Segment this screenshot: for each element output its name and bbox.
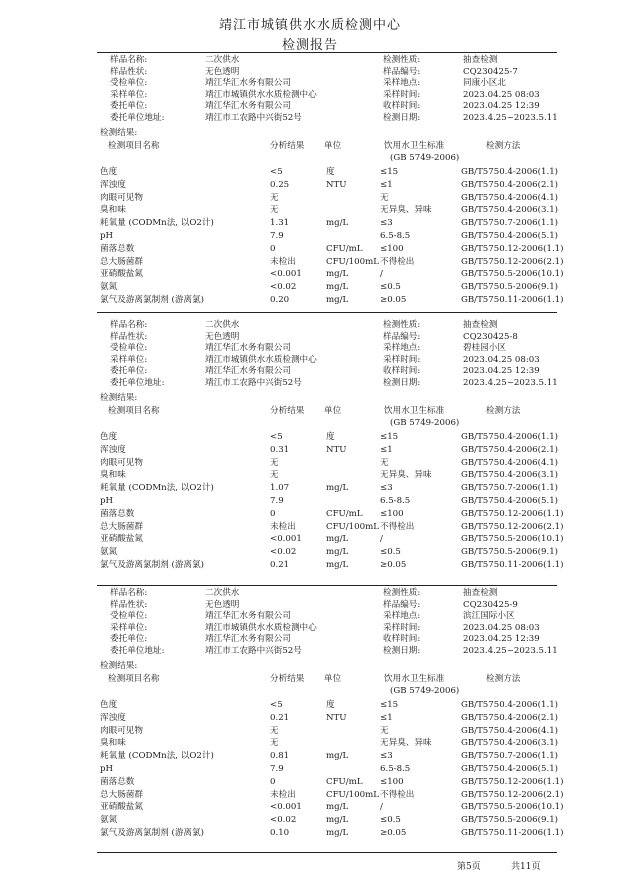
result-value: <0.02: [270, 547, 297, 558]
item-name: 总大肠菌群: [100, 256, 143, 267]
page-total: 共11页: [511, 862, 541, 872]
standard-limit: 6.5-8.5: [380, 231, 411, 241]
column-header: (GB 5749-2006): [390, 686, 460, 696]
test-method: GB/T5750.4-2006(2.1): [461, 712, 559, 723]
unit: NTU: [326, 712, 347, 723]
test-method: GB/T5750.12-2006(1.1): [461, 776, 564, 787]
column-header: (GB 5749-2006): [390, 153, 460, 163]
info-label: 样品性状:: [110, 331, 148, 342]
standard-limit: ≤15: [380, 167, 399, 177]
unit: CFU/mL: [326, 243, 363, 254]
info-value: 靖江华汇水务有限公司: [205, 101, 291, 112]
result-value: <5: [270, 167, 283, 177]
standard-limit: /: [380, 269, 383, 280]
standard-limit: ≤1: [380, 444, 393, 455]
test-method: GB/T5750.4-2006(4.1): [461, 192, 559, 203]
result-value: 无: [270, 205, 279, 216]
item-name: 菌落总数: [100, 776, 135, 787]
info-label: 受检单位:: [110, 78, 148, 89]
standard-limit: 不得检出: [380, 256, 415, 267]
standard-limit: ≥0.05: [380, 295, 407, 305]
standard-limit: ≥0.05: [380, 560, 407, 570]
item-name: 耗氧量 (CODMn法, 以O2计): [100, 751, 214, 762]
item-name: 臭和味: [100, 738, 126, 749]
test-method: GB/T5750.4-2006(2.1): [461, 179, 559, 190]
test-method: GB/T5750.11-2006(1.1): [461, 560, 564, 570]
result-value: <0.001: [270, 534, 302, 545]
info-label: 采样时间:: [383, 354, 421, 365]
item-name: 肉眼可见物: [100, 192, 143, 203]
test-method: GB/T5750.4-2006(3.1): [461, 738, 559, 749]
standard-limit: 无: [380, 725, 389, 736]
unit: 度: [326, 167, 335, 177]
item-name: 亚硝酸盐氮: [100, 802, 143, 813]
result-value: 0: [270, 508, 276, 519]
result-value: 0.21: [270, 712, 290, 723]
info-label: 采样地点:: [383, 611, 421, 622]
column-header: 分析结果: [270, 674, 305, 684]
test-method: GB/T5750.4-2006(1.1): [461, 432, 559, 442]
standard-limit: ≤3: [380, 218, 393, 229]
unit: mg/L: [326, 751, 349, 762]
info-value: 二次供水: [205, 320, 240, 330]
standard-limit: ≤0.5: [380, 547, 401, 558]
unit: CFU/mL: [326, 776, 363, 787]
unit: NTU: [326, 444, 347, 455]
result-value: 0.21: [270, 560, 290, 570]
item-name: 氨氮: [100, 815, 118, 826]
result-value: 1.31: [270, 218, 290, 229]
info-label: 收样时间:: [383, 101, 421, 112]
info-label: 检测日期:: [383, 646, 421, 656]
item-name: 臭和味: [100, 470, 126, 481]
result-value: <0.001: [270, 269, 302, 280]
standard-limit: 无: [380, 192, 389, 203]
unit: CFU/mL: [326, 508, 363, 519]
standard-limit: ≤100: [380, 243, 404, 254]
info-value: 靖江市城镇供水水质检测中心: [205, 89, 317, 100]
result-value: 7.9: [270, 496, 284, 506]
test-method: GB/T5750.5-2006(9.1): [461, 282, 559, 293]
test-method: GB/T5750.12-2006(1.1): [461, 243, 564, 254]
column-header: 饮用水卫生标准: [384, 141, 445, 151]
info-value: 无色透明: [205, 331, 240, 342]
unit: mg/L: [326, 282, 349, 293]
info-label: 样品性状:: [110, 66, 148, 77]
item-name: 菌落总数: [100, 508, 135, 519]
column-header: 分析结果: [270, 406, 305, 416]
info-value: 2023.04.25 12:39: [463, 634, 540, 645]
column-header: 分析结果: [270, 141, 305, 151]
info-label: 采样单位:: [110, 622, 148, 633]
info-value: CQ230425-8: [463, 331, 518, 342]
result-value: 0.10: [270, 828, 290, 838]
info-label: 检测性质:: [383, 588, 421, 598]
results-label: 检测结果:: [100, 661, 138, 671]
result-value: 7.9: [270, 231, 284, 241]
divider: [97, 585, 557, 586]
item-name: 浑浊度: [100, 179, 126, 190]
report-org-title: 靖江市城镇供水水质检测中心: [218, 18, 401, 33]
info-label: 受检单位:: [110, 343, 148, 354]
result-value: 无: [270, 738, 279, 749]
info-label: 样品名称:: [110, 55, 148, 65]
unit: mg/L: [326, 828, 349, 838]
page-number: 第5页: [457, 862, 481, 872]
info-label: 委托单位:: [110, 366, 148, 377]
item-name: 色度: [100, 700, 118, 710]
item-name: 色度: [100, 432, 118, 442]
standard-limit: 无: [380, 457, 389, 468]
result-value: 0.25: [270, 179, 290, 190]
info-value: 靖江市城镇供水水质检测中心: [205, 354, 317, 365]
result-value: 未检出: [270, 256, 296, 267]
unit: CFU/100mL: [326, 789, 379, 800]
result-value: <0.02: [270, 282, 297, 293]
info-label: 委托单位地址:: [110, 378, 165, 388]
column-header: 单位: [324, 674, 342, 684]
standard-limit: 6.5-8.5: [380, 764, 411, 774]
result-value: 未检出: [270, 789, 296, 800]
standard-limit: ≤0.5: [380, 282, 401, 293]
info-label: 检测日期:: [383, 113, 421, 123]
result-value: 无: [270, 457, 279, 468]
divider: [97, 52, 557, 53]
info-label: 采样地点:: [383, 78, 421, 89]
info-value: 靖江华汇水务有限公司: [205, 611, 291, 622]
info-label: 采样单位:: [110, 354, 148, 365]
info-value: 抽查检测: [463, 55, 498, 65]
info-value: 无色透明: [205, 66, 240, 77]
column-header: 单位: [324, 141, 342, 151]
test-method: GB/T5750.4-2006(3.1): [461, 205, 559, 216]
info-value: 2023.04.25 12:39: [463, 366, 540, 377]
test-method: GB/T5750.12-2006(1.1): [461, 508, 564, 519]
standard-limit: /: [380, 534, 383, 545]
standard-limit: ≤15: [380, 700, 399, 710]
unit: mg/L: [326, 534, 349, 545]
info-value: 2023.04.25 08:03: [463, 89, 540, 100]
info-label: 样品名称:: [110, 320, 148, 330]
standard-limit: 无异臭、异味: [380, 470, 432, 481]
report-doc-title: 检测报告: [281, 38, 338, 53]
info-label: 样品编号:: [383, 331, 421, 342]
test-method: GB/T5750.4-2006(5.1): [461, 231, 559, 241]
info-value: 碧桂园小区: [463, 343, 506, 354]
info-value: 靖江华汇水务有限公司: [205, 366, 291, 377]
info-value: 2023.4.25~2023.5.11: [463, 646, 558, 656]
info-label: 收样时间:: [383, 634, 421, 645]
test-method: GB/T5750.12-2006(2.1): [461, 789, 564, 800]
unit: mg/L: [326, 218, 349, 229]
result-value: 0.20: [270, 295, 290, 305]
item-name: 菌落总数: [100, 243, 135, 254]
unit: mg/L: [326, 269, 349, 280]
test-method: GB/T5750.4-2006(5.1): [461, 496, 559, 506]
test-method: GB/T5750.5-2006(9.1): [461, 547, 559, 558]
test-method: GB/T5750.5-2006(10.1): [461, 269, 564, 280]
item-name: 肉眼可见物: [100, 725, 143, 736]
standard-limit: 无异臭、异味: [380, 738, 432, 749]
unit: mg/L: [326, 815, 349, 826]
column-header: 检测方法: [486, 406, 521, 416]
standard-limit: 不得检出: [380, 789, 415, 800]
info-value: 靖江市工农路中兴街52号: [205, 378, 302, 388]
unit: CFU/100mL: [326, 521, 379, 532]
standard-limit: 不得检出: [380, 521, 415, 532]
test-method: GB/T5750.5-2006(10.1): [461, 802, 564, 813]
info-label: 委托单位地址:: [110, 113, 165, 123]
unit: 度: [326, 432, 335, 442]
test-method: GB/T5750.11-2006(1.1): [461, 828, 564, 838]
item-name: 耗氧量 (CODMn法, 以O2计): [100, 218, 214, 229]
standard-limit: ≤100: [380, 508, 404, 519]
info-value: 同康小区北: [463, 78, 506, 89]
info-value: 2023.4.25~2023.5.11: [463, 113, 558, 123]
item-name: 亚硝酸盐氮: [100, 269, 143, 280]
info-label: 采样地点:: [383, 343, 421, 354]
test-method: GB/T5750.11-2006(1.1): [461, 295, 564, 305]
info-label: 检测日期:: [383, 378, 421, 388]
standard-limit: ≤1: [380, 712, 393, 723]
item-name: 氯气及游离氯制剂 (游离氯): [100, 295, 204, 305]
info-value: 靖江市城镇供水水质检测中心: [205, 622, 317, 633]
info-value: 2023.04.25 08:03: [463, 354, 540, 365]
info-value: 靖江华汇水务有限公司: [205, 78, 291, 89]
item-name: pH: [100, 764, 113, 774]
unit: mg/L: [326, 802, 349, 813]
results-label: 检测结果:: [100, 393, 138, 403]
result-value: <5: [270, 700, 283, 710]
column-header: 单位: [324, 406, 342, 416]
standard-limit: 6.5-8.5: [380, 496, 411, 506]
info-label: 样品编号:: [383, 66, 421, 77]
info-value: 无色透明: [205, 599, 240, 610]
result-value: 无: [270, 192, 279, 203]
test-method: GB/T5750.12-2006(2.1): [461, 256, 564, 267]
info-value: CQ230425-9: [463, 599, 518, 610]
info-label: 受检单位:: [110, 611, 148, 622]
result-value: <0.02: [270, 815, 297, 826]
info-value: 二次供水: [205, 588, 240, 598]
column-header: 检测方法: [486, 674, 521, 684]
item-name: 臭和味: [100, 205, 126, 216]
info-label: 检测性质:: [383, 320, 421, 330]
test-method: GB/T5750.5-2006(10.1): [461, 534, 564, 545]
test-method: GB/T5750.4-2006(1.1): [461, 700, 559, 710]
info-label: 委托单位:: [110, 101, 148, 112]
standard-limit: ≤0.5: [380, 815, 401, 826]
info-label: 样品性状:: [110, 599, 148, 610]
info-label: 委托单位:: [110, 634, 148, 645]
column-header: 饮用水卫生标准: [384, 406, 445, 416]
info-value: 2023.04.25 08:03: [463, 622, 540, 633]
item-name: 总大肠菌群: [100, 789, 143, 800]
result-value: 7.9: [270, 764, 284, 774]
result-value: 0.31: [270, 444, 290, 455]
info-value: 2023.4.25~2023.5.11: [463, 378, 558, 388]
standard-limit: ≤3: [380, 751, 393, 762]
result-value: 无: [270, 470, 279, 481]
test-method: GB/T5750.4-2006(1.1): [461, 167, 559, 177]
test-method: GB/T5750.4-2006(5.1): [461, 764, 559, 774]
divider: [97, 312, 557, 313]
divider: [97, 852, 557, 853]
result-value: 0: [270, 776, 276, 787]
item-name: 浑浊度: [100, 712, 126, 723]
item-name: 总大肠菌群: [100, 521, 143, 532]
unit: mg/L: [326, 560, 349, 570]
item-name: 耗氧量 (CODMn法, 以O2计): [100, 483, 214, 494]
standard-limit: ≤15: [380, 432, 399, 442]
info-value: 靖江市工农路中兴街52号: [205, 113, 302, 123]
result-value: <0.001: [270, 802, 302, 813]
item-name: 色度: [100, 167, 118, 177]
test-method: GB/T5750.4-2006(2.1): [461, 444, 559, 455]
results-label: 检测结果:: [100, 128, 138, 138]
info-value: CQ230425-7: [463, 66, 518, 77]
info-label: 检测性质:: [383, 55, 421, 65]
info-value: 抽查检测: [463, 320, 498, 330]
unit: NTU: [326, 179, 347, 190]
info-value: 抽查检测: [463, 588, 498, 598]
test-method: GB/T5750.5-2006(9.1): [461, 815, 559, 826]
info-value: 靖江华汇水务有限公司: [205, 634, 291, 645]
standard-limit: /: [380, 802, 383, 813]
item-name: 亚硝酸盐氮: [100, 534, 143, 545]
info-label: 委托单位地址:: [110, 646, 165, 656]
item-name: 肉眼可见物: [100, 457, 143, 468]
result-value: 0.81: [270, 751, 290, 762]
result-value: 1.07: [270, 483, 290, 494]
test-method: GB/T5750.7-2006(1.1): [461, 751, 559, 762]
column-header: 检测项目名称: [108, 674, 160, 684]
column-header: (GB 5749-2006): [390, 418, 460, 428]
result-value: 无: [270, 725, 279, 736]
info-label: 采样单位:: [110, 89, 148, 100]
item-name: 氯气及游离氯制剂 (游离氯): [100, 828, 204, 838]
info-value: 二次供水: [205, 55, 240, 65]
column-header: 检测项目名称: [108, 141, 160, 151]
item-name: 氯气及游离氯制剂 (游离氯): [100, 560, 204, 570]
test-method: GB/T5750.4-2006(4.1): [461, 457, 559, 468]
column-header: 饮用水卫生标准: [384, 674, 445, 684]
info-label: 样品编号:: [383, 599, 421, 610]
item-name: pH: [100, 231, 113, 241]
test-method: GB/T5750.4-2006(4.1): [461, 725, 559, 736]
info-value: 滨江国际小区: [463, 611, 515, 622]
info-label: 采样时间:: [383, 622, 421, 633]
unit: mg/L: [326, 295, 349, 305]
test-method: GB/T5750.7-2006(1.1): [461, 483, 559, 494]
item-name: 氨氮: [100, 282, 118, 293]
standard-limit: ≤3: [380, 483, 393, 494]
item-name: 浑浊度: [100, 444, 126, 455]
test-method: GB/T5750.4-2006(3.1): [461, 470, 559, 481]
info-value: 2023.04.25 12:39: [463, 101, 540, 112]
test-method: GB/T5750.12-2006(2.1): [461, 521, 564, 532]
column-header: 检测方法: [486, 141, 521, 151]
standard-limit: ≤1: [380, 179, 393, 190]
info-label: 样品名称:: [110, 588, 148, 598]
result-value: 未检出: [270, 521, 296, 532]
unit: mg/L: [326, 483, 349, 494]
standard-limit: 无异臭、异味: [380, 205, 432, 216]
standard-limit: ≥0.05: [380, 828, 407, 838]
item-name: 氨氮: [100, 547, 118, 558]
result-value: 0: [270, 243, 276, 254]
unit: mg/L: [326, 547, 349, 558]
info-label: 收样时间:: [383, 366, 421, 377]
info-label: 采样时间:: [383, 89, 421, 100]
item-name: pH: [100, 496, 113, 506]
standard-limit: ≤100: [380, 776, 404, 787]
test-method: GB/T5750.7-2006(1.1): [461, 218, 559, 229]
unit: CFU/100mL: [326, 256, 379, 267]
info-value: 靖江市工农路中兴街52号: [205, 646, 302, 656]
unit: 度: [326, 700, 335, 710]
result-value: <5: [270, 432, 283, 442]
column-header: 检测项目名称: [108, 406, 160, 416]
info-value: 靖江华汇水务有限公司: [205, 343, 291, 354]
